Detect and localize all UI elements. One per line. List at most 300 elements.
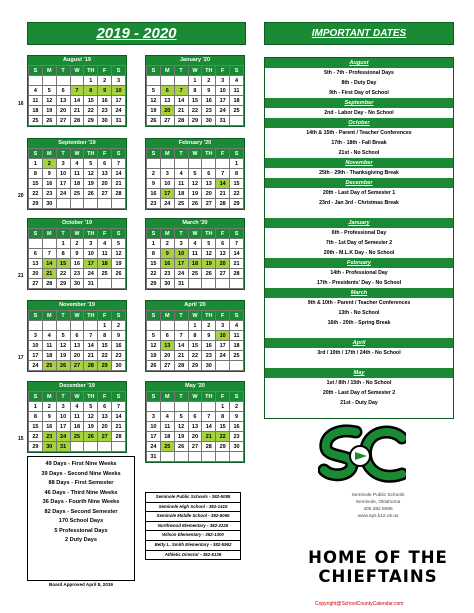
day-cell: 11 — [174, 179, 188, 189]
day-cell: 20 — [188, 432, 202, 442]
month-calendar — [145, 138, 245, 210]
day-cell: 1 — [29, 402, 43, 412]
day-cell: 11 — [70, 169, 84, 179]
important-date-item: 21st - Duty Day — [340, 400, 378, 406]
day-cell: 8 — [230, 169, 244, 179]
day-cell: 20 — [29, 269, 43, 279]
day-cell: 21 — [42, 269, 56, 279]
day-cell: 17 — [84, 259, 98, 269]
day-cell: 17 — [112, 96, 126, 106]
important-date-item: 21st - No School — [338, 150, 380, 156]
day-cell: 29 — [29, 442, 43, 452]
day-cell: 13 — [188, 422, 202, 432]
day-cell — [160, 452, 174, 462]
day-cell: 18 — [230, 96, 244, 106]
day-cell: 10 — [216, 86, 230, 96]
weekday-header: W — [70, 392, 84, 402]
day-cell: 7 — [112, 402, 126, 412]
weekday-header: TH — [202, 66, 216, 76]
important-dates-month: December — [265, 178, 453, 188]
weekday-header: F — [98, 149, 112, 159]
day-cell: 1 — [29, 159, 43, 169]
day-cell: 29 — [230, 199, 244, 209]
important-dates-month: April — [265, 338, 453, 348]
day-cell: 6 — [98, 402, 112, 412]
phone-line: Seminole Middle School - 382-5065 — [146, 512, 240, 522]
slogan-line-1: HOME OF THE — [308, 548, 448, 567]
day-cell: 10 — [216, 331, 230, 341]
day-cell: 5 — [188, 169, 202, 179]
important-date-item: 9th & 10th - Parent / Teacher Conferences — [307, 300, 411, 306]
day-cell: 17 — [29, 351, 43, 361]
day-cell — [202, 279, 216, 289]
day-cell: 14 — [42, 259, 56, 269]
weekday-header: S — [112, 149, 126, 159]
day-cell: 21 — [216, 189, 230, 199]
day-cell — [230, 361, 244, 371]
day-cell: 15 — [29, 179, 43, 189]
day-cell: 30 — [42, 199, 56, 209]
day-cell: 26 — [202, 269, 216, 279]
day-cell: 19 — [147, 351, 161, 361]
stat-line: 5 Professional Days — [54, 527, 108, 534]
day-cell — [29, 239, 43, 249]
day-cell: 31 — [147, 452, 161, 462]
day-cell: 13 — [160, 96, 174, 106]
day-cell: 10 — [147, 422, 161, 432]
day-cell: 30 — [230, 442, 244, 452]
day-cell: 25 — [230, 106, 244, 116]
day-cell: 13 — [160, 341, 174, 351]
day-cell: 18 — [29, 106, 43, 116]
weekday-header: F — [98, 311, 112, 321]
day-cell: 3 — [216, 321, 230, 331]
day-cell — [160, 402, 174, 412]
day-cell — [174, 159, 188, 169]
day-cell: 3 — [174, 239, 188, 249]
weekday-header: W — [70, 66, 84, 76]
month-title: January '20 — [146, 56, 244, 65]
day-cell: 7 — [230, 239, 244, 249]
day-cell: 27 — [216, 269, 230, 279]
weekday-header: S — [112, 311, 126, 321]
district-info — [318, 492, 438, 520]
day-cell — [84, 199, 98, 209]
weekday-header: F — [98, 392, 112, 402]
district-website[interactable]: www.sps.k12.ok.us — [357, 514, 399, 519]
day-cell: 5 — [56, 331, 70, 341]
important-date-item: 13th - No School — [338, 310, 380, 316]
important-date-item: 6th - Professional Day — [331, 230, 387, 236]
day-cell — [174, 321, 188, 331]
important-dates-month: February — [265, 258, 453, 268]
weekday-header: S — [230, 66, 244, 76]
day-cell — [70, 321, 84, 331]
day-cell: 31 — [56, 442, 70, 452]
day-cell: 7 — [84, 331, 98, 341]
day-cell: 7 — [70, 86, 84, 96]
day-cell — [84, 442, 98, 452]
day-cell: 2 — [42, 402, 56, 412]
day-cell: 2 — [230, 402, 244, 412]
weekday-header: S — [147, 392, 161, 402]
day-cell: 5 — [147, 86, 161, 96]
day-cell — [70, 442, 84, 452]
weekday-header: M — [42, 149, 56, 159]
weekday-header: T — [56, 229, 70, 239]
weekday-header: W — [188, 392, 202, 402]
day-cell: 24 — [147, 442, 161, 452]
day-cell: 12 — [112, 249, 126, 259]
important-dates-list — [264, 57, 454, 419]
day-cell: 29 — [56, 279, 70, 289]
weekday-header: F — [98, 229, 112, 239]
day-cell: 17 — [216, 96, 230, 106]
weekday-header: TH — [84, 66, 98, 76]
important-date-item: 16th - 20th - Spring Break — [327, 320, 391, 326]
day-cell: 18 — [70, 179, 84, 189]
month-calendar — [145, 55, 245, 127]
weekday-header: TH — [202, 311, 216, 321]
day-cell: 15 — [84, 96, 98, 106]
day-cell: 26 — [84, 432, 98, 442]
day-cell: 16 — [202, 96, 216, 106]
day-cell — [112, 279, 126, 289]
day-cell: 13 — [56, 96, 70, 106]
day-cell: 10 — [84, 249, 98, 259]
day-cell: 11 — [160, 422, 174, 432]
important-date-item: 3rd / 10th / 17th / 24th - No School — [317, 350, 401, 356]
day-cell: 6 — [216, 239, 230, 249]
day-cell: 15 — [56, 259, 70, 269]
day-cell: 9 — [42, 169, 56, 179]
day-cell: 29 — [84, 116, 98, 126]
day-cell: 1 — [230, 159, 244, 169]
day-cell: 12 — [174, 422, 188, 432]
day-cell: 9 — [70, 249, 84, 259]
day-cell: 24 — [160, 199, 174, 209]
day-cell: 3 — [56, 402, 70, 412]
day-cell: 14 — [112, 169, 126, 179]
important-date-item: 14th - Professional Day — [330, 270, 388, 276]
day-cell: 4 — [174, 169, 188, 179]
day-cell: 23 — [147, 199, 161, 209]
day-cell — [202, 159, 216, 169]
day-cell: 10 — [56, 412, 70, 422]
day-cell: 25 — [174, 199, 188, 209]
weekday-header: S — [147, 149, 161, 159]
weekday-header: S — [29, 149, 43, 159]
day-cell — [216, 452, 230, 462]
day-cell — [160, 76, 174, 86]
weekday-header: T — [56, 392, 70, 402]
stat-line: 82 Days - Second Semester — [44, 508, 118, 515]
day-cell: 23 — [202, 106, 216, 116]
day-cell: 24 — [56, 189, 70, 199]
day-cell: 19 — [202, 259, 216, 269]
day-cell: 25 — [98, 269, 112, 279]
day-cell: 10 — [56, 169, 70, 179]
weekday-header: T — [174, 149, 188, 159]
important-dates-title: IMPORTANT DATES — [311, 28, 407, 39]
day-cell: 23 — [202, 351, 216, 361]
weekday-header: TH — [84, 229, 98, 239]
weekday-header: S — [147, 229, 161, 239]
day-cell: 2 — [98, 76, 112, 86]
important-date-item — [265, 358, 453, 368]
day-cell: 11 — [188, 249, 202, 259]
important-date-item: 17th - Presidents' Day - No School — [316, 280, 402, 286]
day-cell: 9 — [147, 179, 161, 189]
day-cell: 27 — [188, 442, 202, 452]
day-cell — [56, 76, 70, 86]
weekday-header: TH — [84, 311, 98, 321]
day-cell: 6 — [160, 86, 174, 96]
month-title: November '19 — [28, 301, 126, 310]
day-cell: 17 — [147, 432, 161, 442]
day-cell: 12 — [56, 341, 70, 351]
month-title: April '20 — [146, 301, 244, 310]
day-cell: 9 — [160, 249, 174, 259]
weekday-header: M — [160, 149, 174, 159]
day-cell: 24 — [216, 106, 230, 116]
day-cell: 7 — [202, 412, 216, 422]
month-calendar — [27, 381, 127, 453]
day-cell: 18 — [230, 341, 244, 351]
day-cell: 24 — [112, 106, 126, 116]
day-cell: 3 — [84, 239, 98, 249]
day-cell: 20 — [160, 106, 174, 116]
day-cell: 6 — [29, 249, 43, 259]
important-date-item: 23rd - Jan 3rd - Christmas Break — [319, 200, 399, 206]
district-city: Seminole, Oklahoma — [355, 500, 401, 505]
day-cell: 8 — [98, 331, 112, 341]
stat-line: 46 Days - Third Nine Weeks — [44, 489, 118, 496]
day-cell: 4 — [188, 239, 202, 249]
day-cell: 19 — [147, 106, 161, 116]
day-cell: 28 — [174, 361, 188, 371]
day-cell — [174, 402, 188, 412]
day-cell: 2 — [70, 239, 84, 249]
day-cell: 3 — [216, 76, 230, 86]
day-cell: 28 — [42, 279, 56, 289]
weekday-header: M — [42, 66, 56, 76]
day-cell: 23 — [160, 269, 174, 279]
district-phone: 405.382.5085 — [363, 507, 393, 512]
day-cell: 23 — [230, 432, 244, 442]
day-cell — [147, 402, 161, 412]
copyright-link[interactable]: Copyright@SchoolCountyCalendar.com — [315, 601, 404, 607]
day-cell — [216, 279, 230, 289]
stat-line: 88 Days - First Semester — [48, 480, 114, 486]
important-dates-month: August — [265, 58, 453, 68]
weekday-header: S — [112, 66, 126, 76]
important-dates-month: March — [265, 288, 453, 298]
day-cell: 18 — [70, 422, 84, 432]
important-dates-month: January — [265, 218, 453, 228]
day-cell: 29 — [188, 361, 202, 371]
day-cell: 17 — [56, 422, 70, 432]
day-cell: 30 — [70, 279, 84, 289]
day-cell: 22 — [29, 189, 43, 199]
day-cell: 14 — [230, 249, 244, 259]
day-cell: 10 — [29, 341, 43, 351]
day-cell: 21 — [112, 422, 126, 432]
day-cell: 27 — [56, 116, 70, 126]
day-cell: 15 — [188, 96, 202, 106]
day-cell: 2 — [112, 321, 126, 331]
weekday-header: W — [188, 311, 202, 321]
day-cell: 20 — [70, 351, 84, 361]
weekday-header: T — [174, 392, 188, 402]
day-cell: 21 — [174, 106, 188, 116]
day-cell: 11 — [230, 331, 244, 341]
day-cell: 26 — [147, 116, 161, 126]
day-cell: 4 — [70, 159, 84, 169]
day-cell: 1 — [84, 76, 98, 86]
day-cell: 14 — [174, 96, 188, 106]
day-cell: 12 — [42, 96, 56, 106]
day-cell: 27 — [98, 189, 112, 199]
important-date-item: 5th - 7th - Professional Days — [324, 70, 394, 76]
day-cell: 25 — [70, 432, 84, 442]
day-cell — [147, 321, 161, 331]
day-cell: 28 — [112, 432, 126, 442]
day-cell: 8 — [188, 86, 202, 96]
day-cell: 12 — [84, 169, 98, 179]
day-cell: 12 — [147, 341, 161, 351]
weekday-header: S — [230, 149, 244, 159]
day-cell: 24 — [174, 269, 188, 279]
day-cell: 24 — [216, 351, 230, 361]
stat-line: 49 Days - First Nine Weeks — [45, 461, 117, 467]
day-cell: 28 — [202, 442, 216, 452]
day-cell: 27 — [29, 279, 43, 289]
sc-logo-icon — [318, 424, 406, 488]
day-cell: 3 — [160, 169, 174, 179]
day-cell: 8 — [216, 412, 230, 422]
day-cell — [70, 76, 84, 86]
day-cell: 19 — [84, 179, 98, 189]
day-cell: 11 — [42, 341, 56, 351]
day-cell: 14 — [216, 179, 230, 189]
school-year-title: 2019 - 2020 — [96, 25, 177, 42]
day-cell: 29 — [29, 199, 43, 209]
slogan — [300, 548, 456, 586]
important-date-item: 2nd - Labor Day - No School — [324, 110, 394, 116]
day-cell: 25 — [230, 351, 244, 361]
phone-line: Northwood Elementary - 382-2225 — [146, 522, 240, 532]
day-cell: 15 — [29, 422, 43, 432]
title-banner — [27, 22, 246, 45]
day-cell: 16 — [230, 422, 244, 432]
day-cell: 14 — [112, 412, 126, 422]
day-cell: 21 — [112, 179, 126, 189]
stat-line: 2 Duty Days — [64, 537, 98, 543]
day-cell: 14 — [84, 341, 98, 351]
day-cell: 4 — [230, 321, 244, 331]
day-cell: 1 — [147, 239, 161, 249]
day-cell: 21 — [84, 351, 98, 361]
day-cell: 11 — [29, 96, 43, 106]
day-cell: 15 — [98, 341, 112, 351]
day-cell: 31 — [174, 279, 188, 289]
weekday-header: TH — [84, 392, 98, 402]
weekday-header: S — [29, 229, 43, 239]
day-cell: 13 — [202, 179, 216, 189]
day-cell: 22 — [29, 432, 43, 442]
important-date-item: 20th - Last Day of Semester 2 — [322, 390, 396, 396]
day-cell — [202, 452, 216, 462]
day-cell: 23 — [42, 432, 56, 442]
day-cell: 22 — [147, 269, 161, 279]
weekday-header: S — [112, 392, 126, 402]
weekday-header: T — [174, 311, 188, 321]
day-cell: 7 — [174, 86, 188, 96]
slogan-line-2: CHIEFTAINS — [318, 567, 438, 586]
day-cell: 19 — [188, 189, 202, 199]
day-cell: 6 — [160, 331, 174, 341]
day-cell: 30 — [202, 116, 216, 126]
day-cell: 16 — [98, 96, 112, 106]
day-counts-box — [27, 456, 135, 581]
day-cell: 18 — [160, 432, 174, 442]
day-cell: 7 — [112, 159, 126, 169]
day-cell: 19 — [56, 351, 70, 361]
day-cell: 30 — [160, 279, 174, 289]
day-cell: 22 — [84, 106, 98, 116]
day-cell: 24 — [84, 269, 98, 279]
important-date-item — [265, 328, 453, 338]
weekday-header: T — [174, 229, 188, 239]
day-cell: 18 — [42, 351, 56, 361]
day-cell — [230, 452, 244, 462]
day-cell: 4 — [160, 412, 174, 422]
day-cell: 26 — [42, 116, 56, 126]
day-cell: 4 — [70, 402, 84, 412]
day-cell: 28 — [216, 199, 230, 209]
weekday-header: W — [188, 149, 202, 159]
day-cell: 31 — [84, 279, 98, 289]
day-cell: 16 — [147, 189, 161, 199]
day-cell: 5 — [147, 331, 161, 341]
day-cell: 21 — [230, 259, 244, 269]
weekday-header: S — [230, 229, 244, 239]
day-cell: 6 — [56, 86, 70, 96]
day-cell: 16 — [42, 422, 56, 432]
day-cell: 9 — [98, 86, 112, 96]
weekday-header: M — [42, 392, 56, 402]
day-cell: 28 — [230, 269, 244, 279]
weekday-header: S — [112, 229, 126, 239]
important-date-item: 14th & 15th - Parent / Teacher Conferences — [306, 130, 412, 136]
day-cell: 2 — [202, 321, 216, 331]
day-cell: 8 — [147, 249, 161, 259]
phone-line: Athletic Director - 382-5138 — [164, 551, 222, 557]
day-cell: 1 — [56, 239, 70, 249]
month-title: September '19 — [28, 139, 126, 148]
day-cell: 31 — [112, 116, 126, 126]
weekday-header: M — [160, 392, 174, 402]
day-cell: 8 — [29, 412, 43, 422]
phone-line: Seminole Public Schools - 382-5085 — [146, 493, 240, 503]
day-cell: 9 — [42, 412, 56, 422]
month-title: March '20 — [146, 219, 244, 228]
day-cell: 27 — [160, 116, 174, 126]
weekday-header: S — [147, 66, 161, 76]
day-cell: 5 — [112, 239, 126, 249]
day-cell — [188, 452, 202, 462]
